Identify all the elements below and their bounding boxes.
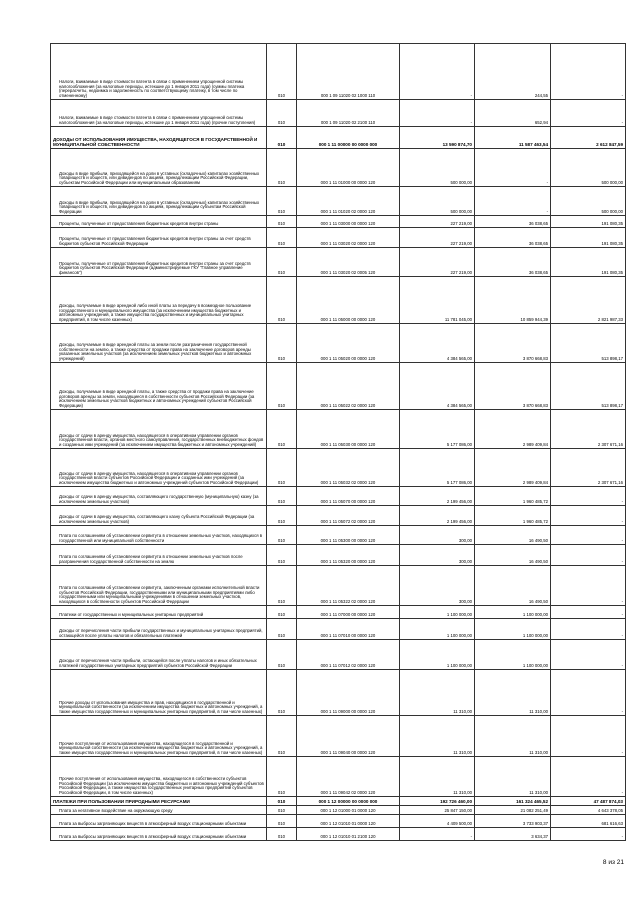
page-number: 8 из 21 bbox=[602, 859, 624, 866]
row-line-code-cell: 010 bbox=[267, 410, 297, 449]
row-approved-cell: 5 177 086,00 bbox=[400, 410, 475, 449]
row-unexecuted-cell: 191 080,35 bbox=[551, 248, 626, 277]
row-approved-cell: 500 000,00 bbox=[400, 187, 475, 216]
row-approved-cell: 300,00 bbox=[400, 566, 475, 606]
row-unexecuted-cell: - bbox=[551, 487, 626, 506]
row-executed-cell: - bbox=[475, 187, 551, 216]
row-approved-cell: - bbox=[400, 44, 475, 100]
table-row bbox=[51, 487, 626, 506]
table-row bbox=[51, 526, 626, 545]
row-line-code-cell: 010 bbox=[267, 670, 297, 716]
row-executed-cell: 161 324 465,52 bbox=[475, 797, 551, 806]
row-budget-code-cell: 000 1 09 11020 02 1000 110 bbox=[297, 44, 400, 100]
row-line-code-cell: 010 bbox=[267, 44, 297, 100]
row-unexecuted-cell: - bbox=[551, 670, 626, 716]
row-name-cell: Налоги, взимаемые в виде стоимости патента в связи с применением упрощенной системы налогообложения (за налоговые периоды, истекшие до 1 января 2011 года) (прочие поступления) bbox=[51, 100, 267, 127]
row-unexecuted-cell: 2 307 671,16 bbox=[551, 449, 626, 487]
row-budget-code-cell: 000 1 11 03020 02 0000 120 bbox=[297, 228, 400, 248]
row-approved-cell: 192 726 460,00 bbox=[400, 797, 475, 806]
row-name-cell: Доходы от сдачи в аренду имущества, составляющего государственную (муниципальную) казну (за исключением земельных участков) bbox=[51, 487, 267, 506]
row-name-cell: ДОХОДЫ ОТ ИСПОЛЬЗОВАНИЯ ИМУЩЕСТВА, НАХОДЯЩЕГОСЯ В ГОСУДАРСТВЕННОЙ И МУНИЦИПАЛЬНОЙ СОБСТВЕННОСТИ bbox=[51, 127, 267, 149]
row-unexecuted-cell: 47 487 874,03 bbox=[551, 797, 626, 806]
row-budget-code-cell: 000 1 12 01010 01 2100 120 bbox=[297, 828, 400, 841]
row-line-code-cell: 010 bbox=[267, 545, 297, 566]
row-approved-cell: 300,00 bbox=[400, 526, 475, 545]
row-name-cell: Проценты, полученные от предоставления бюджетных кредитов внутри страны за счет средств бюджетов субъектов Российской Федерации (администрируемые ГКУ "Главное управление финансов") bbox=[51, 248, 267, 277]
row-budget-code-cell: 000 1 11 05022 02 0000 120 bbox=[297, 363, 400, 410]
row-line-code-cell: 010 bbox=[267, 716, 297, 757]
row-name-cell: Доходы в виде прибыли, приходящейся на доли в уставных (складочных) капиталах хозяйственных товариществ и обществ, или дивидендов по акциям, принадлежащим субъектам Российской Федерации bbox=[51, 187, 267, 216]
row-budget-code-cell: 000 1 11 05070 00 0000 120 bbox=[297, 487, 400, 506]
row-executed-cell: 21 082 251,49 bbox=[475, 806, 551, 815]
row-unexecuted-cell: 500 000,00 bbox=[551, 187, 626, 216]
row-line-code-cell: 010 bbox=[267, 216, 297, 228]
row-line-code-cell: 010 bbox=[267, 228, 297, 248]
row-approved-cell: 25 847 150,00 bbox=[400, 806, 475, 815]
row-executed-cell: 11 310,00 bbox=[475, 716, 551, 757]
row-name-cell: Прочие поступления от использования имущества, находящегося в государственной и муниципальной собственности (за исключением имущества бюджетных и автономных учреждений, а также имущества государственных и муниципальных унитарных предприятий, в том числе казенных) bbox=[51, 716, 267, 757]
row-line-code-cell: 010 bbox=[267, 100, 297, 127]
row-budget-code-cell: 000 1 12 01010 01 0000 120 bbox=[297, 815, 400, 828]
row-unexecuted-cell: 191 080,35 bbox=[551, 216, 626, 228]
row-executed-cell: 3 634,37 bbox=[475, 828, 551, 841]
row-name-cell: Доходы от сдачи в аренду имущества, находящегося в оперативном управлении органов государственной власти субъектов Российской Федерации и созданных ими учреждений (за исключением имущества бюджетных и автономных учреждений субъектов Российской Федерации) bbox=[51, 449, 267, 487]
row-budget-code-cell: 000 1 11 05072 02 0000 120 bbox=[297, 506, 400, 526]
row-approved-cell: 1 100 000,00 bbox=[400, 606, 475, 619]
row-name-cell: Доходы, получаемые в виде арендной либо иной платы за передачу в возмездное пользование государственного и муниципального имущества (за исключением имущества бюджетных и автономных учреждений, а также имущества государственных и муниципальных унитарных предприятий, в том числе казенных) bbox=[51, 277, 267, 324]
row-approved-cell: 300,00 bbox=[400, 545, 475, 566]
row-approved-cell: 227 219,00 bbox=[400, 216, 475, 228]
row-budget-code-cell: 000 1 11 09042 02 0000 120 bbox=[297, 757, 400, 797]
row-budget-code-cell: 000 1 11 05300 00 0000 120 bbox=[297, 526, 400, 545]
row-name-cell: Доходы, получаемые в виде арендной платы за земли после разграничения государственной собственности на землю, а также средства от продажи права на заключение договоров аренды указанных земельных участков (за исключением земельных участков бюджетных и автономных учреждений) bbox=[51, 324, 267, 363]
row-budget-code-cell: 000 1 09 11020 02 2100 110 bbox=[297, 100, 400, 127]
row-name-cell: Доходы от перечисления части прибыли, остающейся после уплаты налогов и иных обязательных платежей государственных унитарных предприятий субъектов Российской Федерации bbox=[51, 640, 267, 670]
row-executed-cell: 1 100 000,00 bbox=[475, 640, 551, 670]
table-row bbox=[51, 670, 626, 716]
row-name-cell: Доходы от сдачи в аренду имущества, составляющего казну субъекта Российской Федерации (за исключением земельных участков) bbox=[51, 506, 267, 526]
table-row bbox=[51, 100, 626, 127]
row-executed-cell: 36 038,65 bbox=[475, 228, 551, 248]
row-executed-cell: 1 960 485,72 bbox=[475, 487, 551, 506]
row-budget-code-cell: 000 1 11 07010 00 0000 120 bbox=[297, 619, 400, 640]
table-row bbox=[51, 44, 626, 100]
row-name-cell: Платежи от государственных и муниципальных унитарных предприятий bbox=[51, 606, 267, 619]
row-line-code-cell: 010 bbox=[267, 797, 297, 806]
row-unexecuted-cell: - bbox=[551, 640, 626, 670]
row-executed-cell: 3 870 668,83 bbox=[475, 363, 551, 410]
row-line-code-cell: 010 bbox=[267, 619, 297, 640]
row-budget-code-cell: 000 1 11 03020 02 0005 120 bbox=[297, 248, 400, 277]
row-approved-cell: 11 310,00 bbox=[400, 716, 475, 757]
row-executed-cell: 2 989 409,84 bbox=[475, 449, 551, 487]
row-approved-cell: 227 219,00 bbox=[400, 248, 475, 277]
row-name-cell: Плата по соглашениям об установлении сервитута в отношении земельных участков, находящихся в государственной или муниципальной собственности bbox=[51, 526, 267, 545]
row-name-cell: Налоги, взимаемые в виде стоимости патента в связи с применением упрощенной системы налогообложения (за налоговые периоды, истекшие до 1 января 2011 года) (суммы платежа (перерасчеты, недоимка и задолженность по соответствующему платежу, в том числе по отмененному) bbox=[51, 44, 267, 100]
row-name-cell: Плата за выбросы загрязняющих веществ в атмосферный воздух стационарными объектами bbox=[51, 815, 267, 828]
row-unexecuted-cell: 513 898,17 bbox=[551, 363, 626, 410]
row-name-cell: Проценты, полученные от предоставления бюджетных кредитов внутри страны за счет средств бюджетов субъектов Российской Федерации bbox=[51, 228, 267, 248]
table-row bbox=[51, 506, 626, 526]
row-budget-code-cell: 000 1 11 09040 00 0000 120 bbox=[297, 716, 400, 757]
row-approved-cell: 13 590 874,70 bbox=[400, 127, 475, 149]
row-approved-cell: - bbox=[400, 828, 475, 841]
row-unexecuted-cell: - bbox=[551, 757, 626, 797]
row-unexecuted-cell: - bbox=[551, 828, 626, 841]
row-line-code-cell: 010 bbox=[267, 606, 297, 619]
table-row bbox=[51, 127, 626, 149]
row-budget-code-cell: 000 1 11 05030 00 0000 120 bbox=[297, 410, 400, 449]
row-name-cell: Доходы от сдачи в аренду имущества, находящегося в оперативном управлении органов государственной власти, органов местного самоуправления, государственных внебюджетных фондов и созданных ими учреждений (за исключением имущества бюджетных и автономных учреждений) bbox=[51, 410, 267, 449]
row-executed-cell: 1 100 000,00 bbox=[475, 606, 551, 619]
row-unexecuted-cell: - bbox=[551, 100, 626, 127]
row-executed-cell: 3 870 668,83 bbox=[475, 324, 551, 363]
row-name-cell: ПЛАТЕЖИ ПРИ ПОЛЬЗОВАНИИ ПРИРОДНЫМИ РЕСУРСАМИ bbox=[51, 797, 267, 806]
row-unexecuted-cell: - bbox=[551, 606, 626, 619]
row-budget-code-cell: 000 1 12 01000 01 0000 120 bbox=[297, 806, 400, 815]
row-budget-code-cell: 000 1 11 00000 00 0000 000 bbox=[297, 127, 400, 149]
row-approved-cell: 11 310,00 bbox=[400, 670, 475, 716]
table-row bbox=[51, 216, 626, 228]
table-row bbox=[51, 757, 626, 797]
row-budget-code-cell: 000 1 11 05320 00 0000 120 bbox=[297, 545, 400, 566]
row-line-code-cell: 010 bbox=[267, 506, 297, 526]
row-unexecuted-cell: - bbox=[551, 545, 626, 566]
row-approved-cell: 5 177 086,00 bbox=[400, 449, 475, 487]
row-executed-cell: 36 038,65 bbox=[475, 216, 551, 228]
table-row bbox=[51, 566, 626, 606]
row-executed-cell: 11 587 463,54 bbox=[475, 127, 551, 149]
row-approved-cell: 4 384 565,00 bbox=[400, 363, 475, 410]
row-executed-cell: 16 490,50 bbox=[475, 566, 551, 606]
table-row bbox=[51, 716, 626, 757]
row-line-code-cell: 010 bbox=[267, 324, 297, 363]
row-budget-code-cell: 000 1 11 07000 00 0000 120 bbox=[297, 606, 400, 619]
row-unexecuted-cell: - bbox=[551, 526, 626, 545]
row-approved-cell: 4 384 565,00 bbox=[400, 324, 475, 363]
row-budget-code-cell: 000 1 11 09000 00 0000 120 bbox=[297, 670, 400, 716]
table-row bbox=[51, 277, 626, 324]
row-unexecuted-cell: 191 080,35 bbox=[551, 228, 626, 248]
row-unexecuted-cell: - bbox=[551, 506, 626, 526]
row-budget-code-cell: 000 1 11 01020 02 0000 120 bbox=[297, 187, 400, 216]
row-budget-code-cell: 000 1 11 05000 00 0000 120 bbox=[297, 277, 400, 324]
table-row bbox=[51, 363, 626, 410]
row-executed-cell: 36 038,65 bbox=[475, 248, 551, 277]
table-row bbox=[51, 187, 626, 216]
row-budget-code-cell: 000 1 11 05322 02 0000 120 bbox=[297, 566, 400, 606]
row-budget-code-cell: 000 1 11 03000 00 0000 120 bbox=[297, 216, 400, 228]
row-line-code-cell: 010 bbox=[267, 828, 297, 841]
row-unexecuted-cell: 2 612 847,59 bbox=[551, 127, 626, 149]
row-executed-cell: 16 490,50 bbox=[475, 526, 551, 545]
table-row bbox=[51, 410, 626, 449]
row-executed-cell: 11 310,00 bbox=[475, 757, 551, 797]
row-executed-cell: 1 100 000,00 bbox=[475, 619, 551, 640]
row-executed-cell: 652,94 bbox=[475, 100, 551, 127]
table-row bbox=[51, 806, 626, 815]
row-executed-cell: - bbox=[475, 149, 551, 187]
table-row bbox=[51, 606, 626, 619]
row-executed-cell: 244,55 bbox=[475, 44, 551, 100]
row-approved-cell: 227 219,00 bbox=[400, 228, 475, 248]
table-row bbox=[51, 797, 626, 806]
row-approved-cell: 11 310,00 bbox=[400, 757, 475, 797]
row-executed-cell: 10 859 944,39 bbox=[475, 277, 551, 324]
row-budget-code-cell: 000 1 11 05032 02 0000 120 bbox=[297, 449, 400, 487]
row-line-code-cell: 010 bbox=[267, 248, 297, 277]
row-unexecuted-cell: 2 307 671,16 bbox=[551, 410, 626, 449]
row-approved-cell: 1 100 000,00 bbox=[400, 619, 475, 640]
row-line-code-cell: 010 bbox=[267, 149, 297, 187]
row-name-cell: Доходы, получаемые в виде арендной платы, а также средства от продажи права на заключение договоров аренды за земли, находящиеся в собственности субъектов Российской Федерации (за исключением земельных участков бюджетных и автономных учреждений субъектов Российской Федерации) bbox=[51, 363, 267, 410]
row-budget-code-cell: 000 1 11 01000 00 0000 120 bbox=[297, 149, 400, 187]
row-line-code-cell: 010 bbox=[267, 363, 297, 410]
row-line-code-cell: 010 bbox=[267, 757, 297, 797]
row-unexecuted-cell: 500 000,00 bbox=[551, 149, 626, 187]
row-budget-code-cell: 000 1 11 05020 00 0000 120 bbox=[297, 324, 400, 363]
table-row bbox=[51, 545, 626, 566]
table-row bbox=[51, 449, 626, 487]
row-budget-code-cell: 000 1 11 07012 02 0000 120 bbox=[297, 640, 400, 670]
table-row bbox=[51, 248, 626, 277]
row-line-code-cell: 010 bbox=[267, 640, 297, 670]
table-row bbox=[51, 619, 626, 640]
row-unexecuted-cell: - bbox=[551, 716, 626, 757]
row-unexecuted-cell: - bbox=[551, 619, 626, 640]
row-line-code-cell: 010 bbox=[267, 187, 297, 216]
row-name-cell: Прочие поступления от использования имущества, находящегося в собственности субъектов Российской Федерации (за исключением имущества бюджетных и автономных учреждений субъектов Российской Федерации, а также имущества государственных унитарных предприятий субъектов Российской Федерации, в том числе казенных) bbox=[51, 757, 267, 797]
row-executed-cell: 11 310,00 bbox=[475, 670, 551, 716]
table-row bbox=[51, 324, 626, 363]
row-name-cell: Плата по соглашениям об установлении сервитута в отношении земельных участков после разграничения государственной собственности на землю bbox=[51, 545, 267, 566]
row-name-cell: Доходы в виде прибыли, приходящейся на доли в уставных (складочных) капиталах хозяйственных товариществ и обществ, или дивидендов по акциям, принадлежащим Российской Федерации, субъектам Российской Федерации или муниципальным образованиям bbox=[51, 149, 267, 187]
row-line-code-cell: 010 bbox=[267, 127, 297, 149]
row-approved-cell: 11 781 045,00 bbox=[400, 277, 475, 324]
row-line-code-cell: 010 bbox=[267, 487, 297, 506]
row-name-cell: Проценты, полученные от предоставления бюджетных кредитов внутри страны bbox=[51, 216, 267, 228]
row-executed-cell: 16 490,50 bbox=[475, 545, 551, 566]
table-row bbox=[51, 228, 626, 248]
row-executed-cell: 1 960 485,72 bbox=[475, 506, 551, 526]
table-row bbox=[51, 828, 626, 841]
row-executed-cell: 2 989 409,84 bbox=[475, 410, 551, 449]
table-row bbox=[51, 640, 626, 670]
table-row bbox=[51, 149, 626, 187]
row-name-cell: Плата за негативное воздействие на окружающую среду bbox=[51, 806, 267, 815]
row-approved-cell: - bbox=[400, 100, 475, 127]
row-name-cell: Плата по соглашениям об установлении сервитута, заключенным органами исполнительной власти субъектов Российской Федерации, государственными или муниципальными предприятиями либо государственными или муниципальными учреждениями в отношении земельных участков, находящихся в собственности субъектов Российской Федерации bbox=[51, 566, 267, 606]
row-approved-cell: 1 100 000,00 bbox=[400, 640, 475, 670]
row-unexecuted-cell: - bbox=[551, 566, 626, 606]
row-line-code-cell: 010 bbox=[267, 806, 297, 815]
row-name-cell: Доходы от перечисления части прибыли государственных и муниципальных унитарных предприятий, остающейся после уплаты налогов и обязательных платежей bbox=[51, 619, 267, 640]
row-unexecuted-cell: 513 898,17 bbox=[551, 324, 626, 363]
row-name-cell: Прочие доходы от использования имущества и прав, находящихся в государственной и муниципальной собственности (за исключением имущества бюджетных и автономных учреждений, а также имущества государственных и муниципальных унитарных предприятий, в том числе казенных) bbox=[51, 670, 267, 716]
row-line-code-cell: 010 bbox=[267, 815, 297, 828]
row-approved-cell: 4 409 500,00 bbox=[400, 815, 475, 828]
row-unexecuted-cell: 681 616,63 bbox=[551, 815, 626, 828]
row-unexecuted-cell: 2 821 987,33 bbox=[551, 277, 626, 324]
row-name-cell: Плата за выбросы загрязняющих веществ в атмосферный воздух стационарными объектами bbox=[51, 828, 267, 841]
table-row bbox=[51, 815, 626, 828]
row-line-code-cell: 010 bbox=[267, 277, 297, 324]
row-line-code-cell: 010 bbox=[267, 566, 297, 606]
row-line-code-cell: 010 bbox=[267, 449, 297, 487]
row-line-code-cell: 010 bbox=[267, 526, 297, 545]
row-executed-cell: 3 733 903,37 bbox=[475, 815, 551, 828]
row-unexecuted-cell: - bbox=[551, 44, 626, 100]
budget-execution-table bbox=[50, 43, 626, 841]
row-budget-code-cell: 000 1 12 00000 00 0000 000 bbox=[297, 797, 400, 806]
row-approved-cell: 2 199 456,00 bbox=[400, 506, 475, 526]
row-approved-cell: 500 000,00 bbox=[400, 149, 475, 187]
row-unexecuted-cell: 4 643 378,05 bbox=[551, 806, 626, 815]
row-approved-cell: 2 199 456,00 bbox=[400, 487, 475, 506]
